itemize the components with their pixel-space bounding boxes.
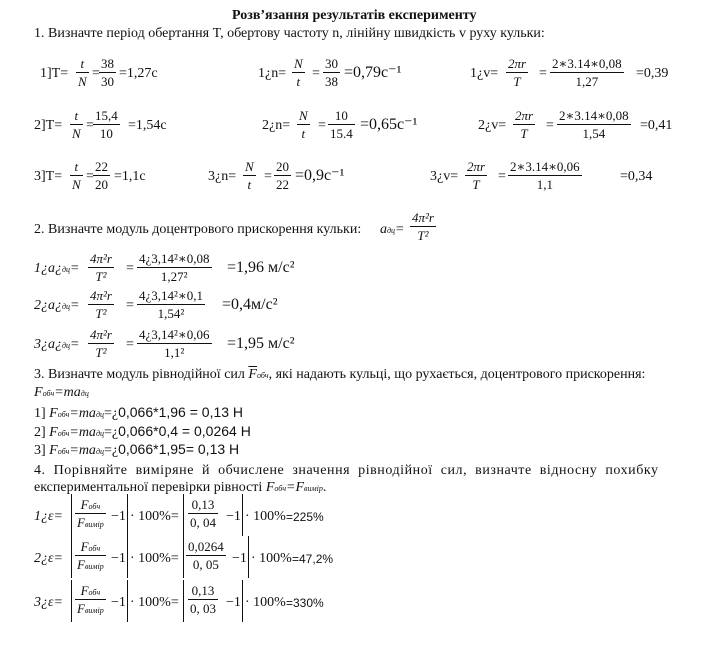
equals-sign: = xyxy=(86,169,94,184)
period-result: =1,27c xyxy=(119,66,158,81)
speed-result: =0,34 xyxy=(620,169,653,184)
acceleration-result: =0,4м/с² xyxy=(222,296,278,313)
speed-prefix: 2¿v= xyxy=(478,118,507,133)
question-3-label: 3. Визначте модуль рівнодійної сил $\overline{F}обч$, які надають кульці, що рухається, доцентрового прискорення: xyxy=(34,367,646,382)
minus-one: −1 xyxy=(232,551,247,566)
abs-bar-left xyxy=(183,580,184,622)
frequency-values-fraction: $\frac{20}{22}$ xyxy=(276,159,289,192)
speed-result: =0,41 xyxy=(640,118,673,133)
q3-row-3: 3] Fобч=maдц=¿0,066*1,95= 0,13 Н xyxy=(34,441,240,458)
error-prefix: 2¿ε= xyxy=(34,551,63,566)
equals-sign: = xyxy=(539,66,547,81)
frequency-prefix: 3¿n= xyxy=(208,169,237,184)
abs-bar-left xyxy=(183,494,184,536)
error-result: =330% xyxy=(286,596,324,610)
period-prefix: 1]T= xyxy=(40,66,69,81)
period-prefix: 2]T= xyxy=(34,118,63,133)
period-values-fraction: $\frac{38}{30}$ xyxy=(101,56,114,89)
equals-sign: = xyxy=(498,169,506,184)
speed-values-fraction: $\frac{2∗3.14∗0,06}{1,1}$ xyxy=(510,159,580,192)
abs-bar-right xyxy=(248,536,249,578)
acceleration-result: =1,96 м/с² xyxy=(227,259,295,276)
force-values-fraction: $\frac{0,13}{0, 03}$ xyxy=(190,583,216,616)
acceleration-values-fraction: $\frac{\text{4¿3,14²∗0,08}}{\text{1,27²}}$ xyxy=(139,251,210,284)
minus-one: −1 xyxy=(226,509,241,524)
speed-formula-fraction: $\frac{2\pi r}{T}$ xyxy=(467,159,486,192)
equals-sign: = xyxy=(86,118,94,133)
question-1-label: 1. Визначте період обертання T, обертову частоту n, лінійну швидкість v руху кульки: xyxy=(34,26,545,41)
abs-bar-left xyxy=(71,494,72,536)
percent-multiplier: · 100% xyxy=(245,595,286,610)
force-ratio-fraction: Fобч Fвимір xyxy=(77,497,104,530)
minus-one: −1 xyxy=(226,595,241,610)
speed-result: =0,39 xyxy=(636,66,669,81)
frequency-result: =0,79c⁻¹ xyxy=(344,64,402,81)
acceleration-formula-fraction: $\frac{\text{4π²r}}{\text{T²}}$ xyxy=(90,251,112,284)
abs-bar-right xyxy=(127,536,128,578)
abs-bar-left xyxy=(71,580,72,622)
page-title: Розв’язання результатів експерименту xyxy=(232,8,477,23)
frequency-formula-fraction: $\frac{N}{t}$ xyxy=(294,56,303,89)
equals-sign: = xyxy=(318,118,326,133)
acceleration-values-fraction: $\frac{\text{4¿3,14²∗0,06}}{\text{1,1²}}$ xyxy=(139,327,210,360)
frequency-formula-fraction: $\frac{N}{t}$ xyxy=(245,159,254,192)
abs-bar-right xyxy=(127,580,128,622)
acceleration-formula-lhs: aдц= xyxy=(380,222,405,237)
acceleration-prefix: 1¿a¿дц= xyxy=(34,261,80,276)
force-symbol: $\overline{F}$ xyxy=(248,367,257,382)
equals-sign: = xyxy=(312,66,320,81)
acceleration-values-fraction: $\frac{\text{4¿3,14²∗0,1}}{\text{1,54²}}$ xyxy=(139,288,204,321)
error-result: =47,2% xyxy=(292,552,334,566)
question-4-label-line-1: 4. Порівняйте виміряне й обчислене значення рівнодійної сил, визначте відносну похибку xyxy=(34,463,659,478)
minus-one: −1 xyxy=(111,551,126,566)
frequency-result: =0,65c⁻¹ xyxy=(360,116,418,133)
error-result: =225% xyxy=(286,510,324,524)
abs-bar-right xyxy=(242,580,243,622)
frequency-result: =0,9c⁻¹ xyxy=(295,167,345,184)
acceleration-prefix: 3¿a¿дц= xyxy=(34,337,80,352)
error-prefix: 1¿ε= xyxy=(34,509,63,524)
force-values-fraction: $\frac{0,13}{0, 04}$ xyxy=(190,497,216,530)
speed-prefix: 1¿v= xyxy=(470,66,499,81)
period-formula-fraction: $\frac{t}{N}$ xyxy=(72,108,81,141)
period-prefix: 3]T= xyxy=(34,169,63,184)
frequency-formula-fraction: $\frac{N}{t}$ xyxy=(299,108,308,141)
force-formula: Fобч=maдц xyxy=(34,385,89,400)
speed-formula-fraction: $\frac{2\pi r}{T}$ xyxy=(515,108,534,141)
equals-sign: = xyxy=(546,118,554,133)
force-ratio-fraction: Fобч Fвимір xyxy=(77,583,104,616)
speed-formula-fraction: $\frac{2\pi r}{T}$ xyxy=(508,56,527,89)
percent-multiplier: · 100%= xyxy=(130,595,179,610)
percent-multiplier: · 100% xyxy=(245,509,286,524)
acceleration-formula-fraction: $\frac{\text{4π²r}}{\text{T²}}$ xyxy=(90,288,112,321)
period-result: =1,54c xyxy=(128,118,167,133)
equals-sign: = xyxy=(126,298,134,313)
percent-multiplier: · 100%= xyxy=(130,551,179,566)
period-values-fraction: $\frac{15,4}{10}$ xyxy=(95,108,118,141)
question-4-label-line-2: експериментальної перевірки рівності Fобч=Fвимір. xyxy=(34,480,327,495)
abs-bar-left xyxy=(71,536,72,578)
period-values-fraction: $\frac{22}{20}$ xyxy=(95,159,108,192)
q3-row-2: 2] Fобч=maдц=¿0,066*0,4 = 0,0264 Н xyxy=(34,423,251,440)
speed-values-fraction: $\frac{2∗3.14∗0,08}{1,54}$ xyxy=(559,108,629,141)
acceleration-prefix: 2¿a¿дц= xyxy=(34,298,80,313)
acceleration-formula-fraction: $\frac{\text{4π²r}}{\text{T²}}$ xyxy=(412,210,434,243)
frequency-prefix: 2¿n= xyxy=(262,118,291,133)
percent-multiplier: · 100% xyxy=(251,551,292,566)
abs-bar-left xyxy=(183,536,184,578)
acceleration-formula-fraction: $\frac{\text{4π²r}}{\text{T²}}$ xyxy=(90,327,112,360)
abs-bar-right xyxy=(242,494,243,536)
period-formula-fraction: $\frac{t}{N}$ xyxy=(72,159,81,192)
frequency-values-fraction: $\frac{10}{15.4}$ xyxy=(330,108,353,141)
minus-one: −1 xyxy=(111,595,126,610)
question-2-label: 2. Визначте модуль доцентрового прискорення кульки: xyxy=(34,222,362,237)
acceleration-result: =1,95 м/с² xyxy=(227,335,295,352)
force-values-fraction: $\frac{0,0264}{0, 05}$ xyxy=(188,539,224,572)
minus-one: −1 xyxy=(111,509,126,524)
equals-sign: = xyxy=(126,337,134,352)
period-formula-fraction: $\frac{t}{N}$ xyxy=(78,56,87,89)
frequency-values-fraction: $\frac{30}{38}$ xyxy=(325,56,338,89)
frequency-prefix: 1¿n= xyxy=(258,66,287,81)
equals-sign: = xyxy=(126,261,134,276)
speed-prefix: 3¿v= xyxy=(430,169,459,184)
equals-sign: = xyxy=(92,66,100,81)
q3-row-1: 1] Fобч=maдц=¿0,066*1,96 = 0,13 Н xyxy=(34,404,244,421)
equals-sign: = xyxy=(264,169,272,184)
percent-multiplier: · 100%= xyxy=(130,509,179,524)
abs-bar-right xyxy=(127,494,128,536)
force-ratio-fraction: Fобч Fвимір xyxy=(77,539,104,572)
period-result: =1,1c xyxy=(114,169,146,184)
speed-values-fraction: $\frac{2∗3.14∗0,08}{1,27}$ xyxy=(552,56,622,89)
error-prefix: 3¿ε= xyxy=(34,595,63,610)
